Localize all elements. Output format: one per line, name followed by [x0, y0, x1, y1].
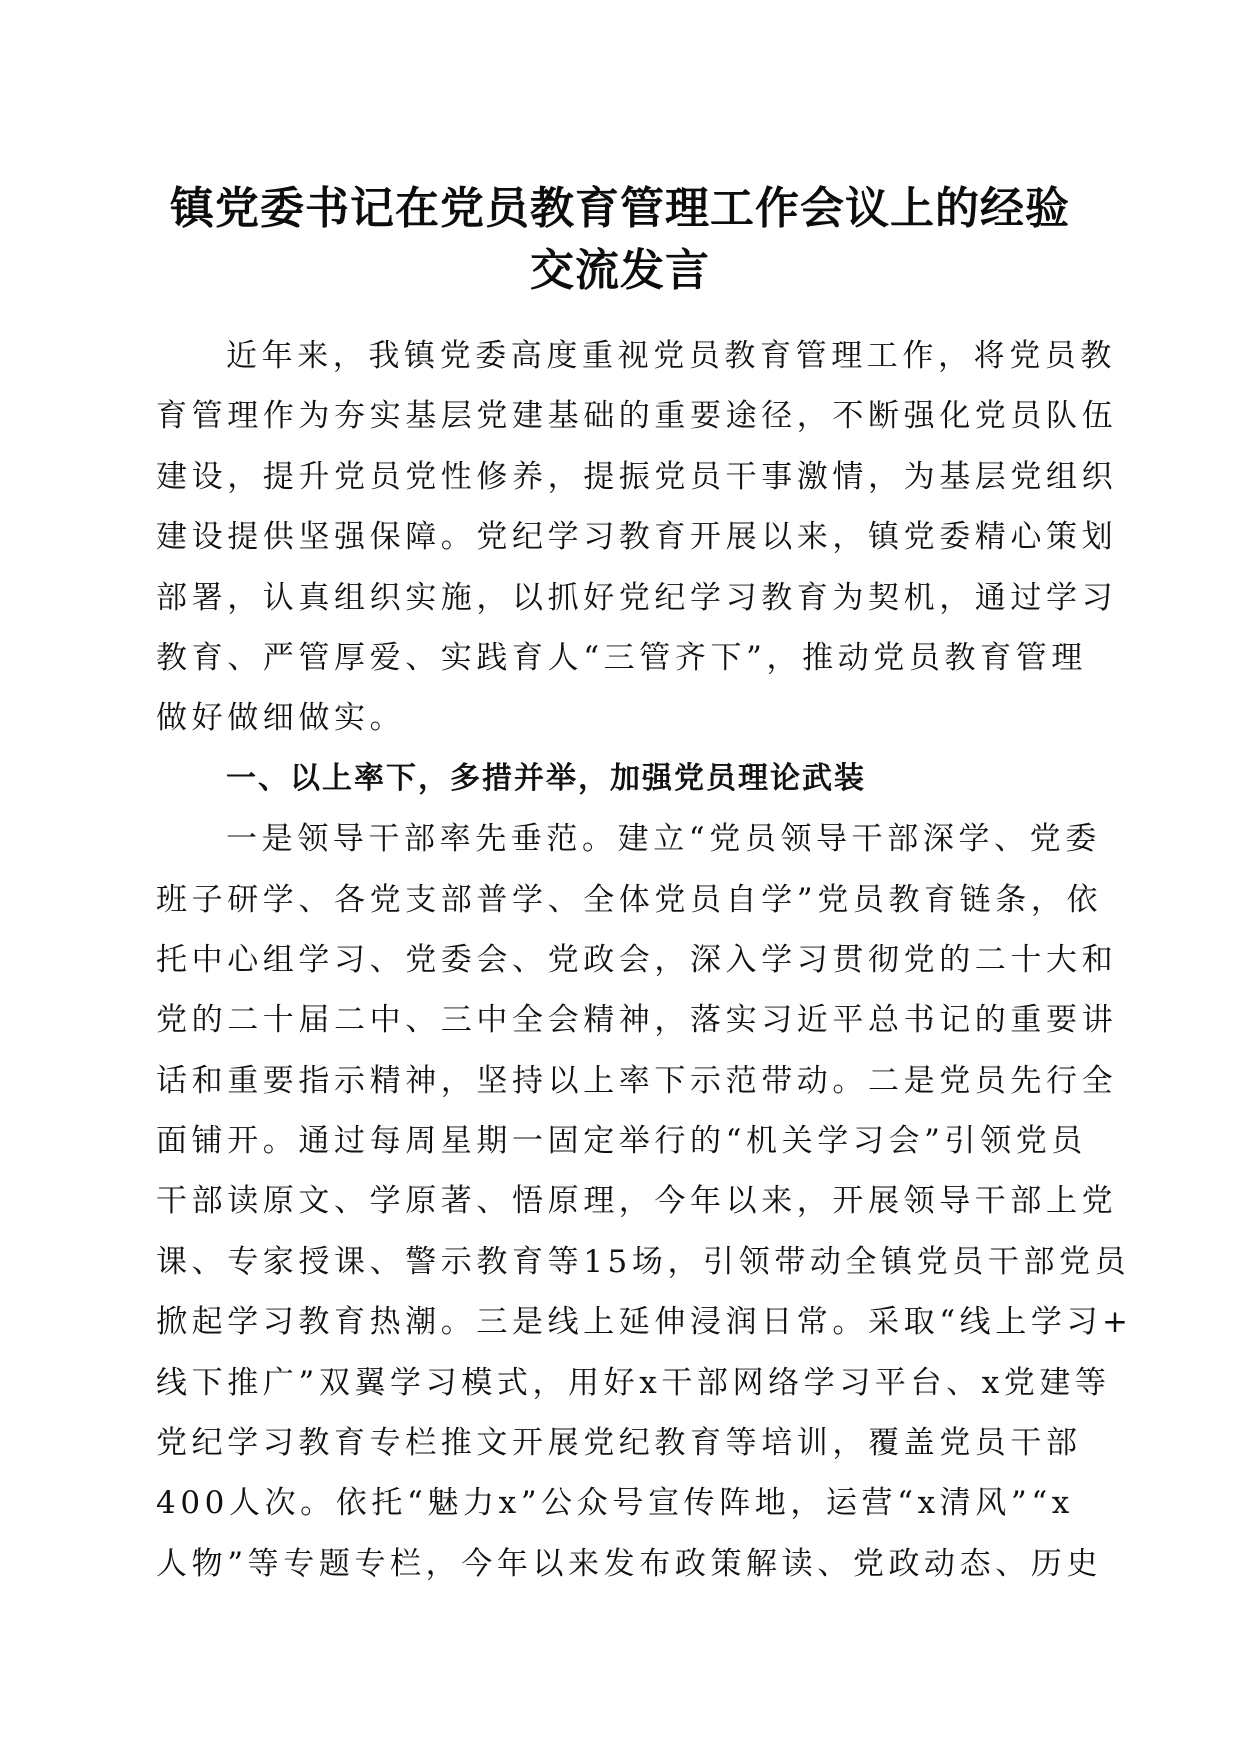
paragraph-line: 话和重要指示精神，坚持以上率下示范带动。二是党员先行全 — [156, 1062, 1118, 1099]
title-line: 镇党委书记在党员教育管理工作会议上的经验 — [170, 183, 1070, 234]
paragraph-line: 建设，提升党员党性修养，提振党员干事激情，为基层党组织 — [156, 458, 1118, 495]
paragraph-line: 班子研学、各党支部普学、全体党员自学”党员教育链条，依 — [156, 881, 1103, 918]
paragraph-line: 托中心组学习、党委会、党政会，深入学习贯彻党的二十大和 — [156, 941, 1118, 978]
paragraph-line: 400人次。依托“魅力x”公众号宣传阵地，运营“x清风”“x — [156, 1485, 1074, 1522]
section-paragraph — [156, 809, 1133, 1594]
paragraph-line: 党纪学习教育专栏推文开展党纪教育等培训，覆盖党员干部 — [156, 1425, 1082, 1462]
paragraph-line: 面铺开。通过每周星期一固定举行的“机关学习会”引领党员 — [156, 1123, 1087, 1160]
paragraph-line: 线下推广”双翼学习模式，用好x干部网络学习平台、x党建等 — [156, 1364, 1111, 1401]
document-body — [156, 326, 1133, 1594]
intro-paragraph — [156, 326, 1118, 749]
paragraph-line: 做好做细做实。 — [156, 700, 406, 737]
paragraph-line: 建设提供坚强保障。党纪学习教育开展以来，镇党委精心策划 — [156, 519, 1118, 556]
title-line: 交流发言 — [530, 245, 710, 296]
paragraph-line: 人物”等专题专栏，今年以来发布政策解读、党政动态、历史 — [156, 1545, 1103, 1582]
paragraph-line: 部署，认真组织实施，以抓好党纪学习教育为契机，通过学习 — [156, 579, 1118, 616]
document-title — [120, 178, 1120, 302]
paragraph-line: 党的二十届二中、三中全会精神，落实习近平总书记的重要讲 — [156, 1002, 1118, 1039]
paragraph-line: 掀起学习教育热潮。三是线上延伸浸润日常。采取“线上学习+ — [156, 1304, 1133, 1341]
paragraph-line: 干部读原文、学原著、悟原理，今年以来，开展领导干部上党 — [156, 1183, 1118, 1220]
paragraph-line: 课、专家授课、警示教育等15场，引领带动全镇党员干部党员 — [156, 1243, 1131, 1280]
paragraph-line: 一是领导干部率先垂范。建立“党员领导干部深学、党委 — [226, 821, 1101, 858]
paragraph-line: 育管理作为夯实基层党建基础的重要途径，不断强化党员队伍 — [156, 398, 1118, 435]
section-heading: 一、以上率下，多措并举，加强党员理论武装 — [226, 760, 866, 796]
paragraph-line: 近年来，我镇党委高度重视党员教育管理工作，将党员教 — [226, 338, 1116, 374]
paragraph-line: 教育、严管厚爱、实践育人“三管齐下”，推动党员教育管理 — [156, 639, 1087, 676]
